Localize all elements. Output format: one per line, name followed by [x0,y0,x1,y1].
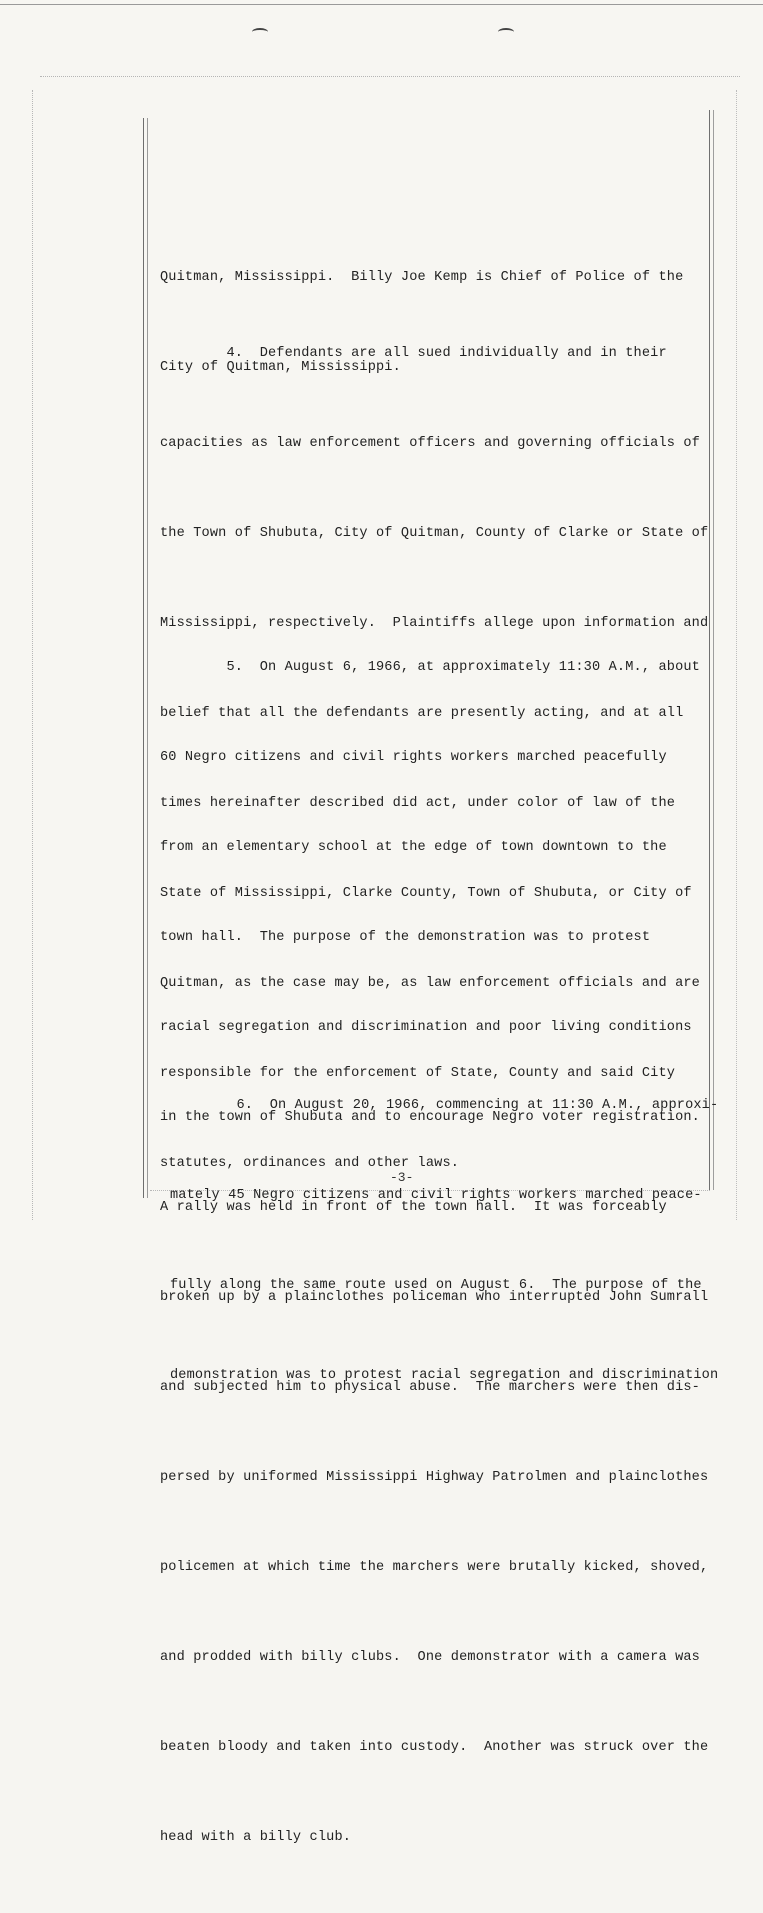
text-line: and subjected him to physical abuse. The marchers were then dis- [160,1380,700,1395]
scan-noise-left [32,90,41,1220]
text-line: town hall. The purpose of the demonstration was to protest [160,930,651,945]
right-margin-rule-inner [713,110,714,1190]
text-line: the Town of Shubuta, City of Quitman, County of Clarke or State of [160,526,709,541]
text-line: policemen at which time the marchers were brutally kicked, shoved, [160,1560,709,1575]
text-line: statutes, ordinances and other laws. [160,1156,460,1171]
text-line: 6. On August 20, 1966, commencing at 11:30 A.M., approxi- [170,1098,719,1113]
text-line: State of Mississippi, Clarke County, Town of Shubuta, or City of [160,886,692,901]
text-line: times hereinafter described did act, under color of law of the [160,796,676,811]
left-margin-rule [143,118,144,1198]
text-line: persed by uniformed Mississippi Highway Patrolmen and plainclothes [160,1470,709,1485]
text-line: belief that all the defendants are presently acting, and at all [160,706,684,721]
paragraph-6 [170,1031,720,1451]
left-margin-rule-inner [147,118,148,1198]
text-line: and prodded with billy clubs. One demonstrator with a camera was [160,1650,700,1665]
text-line: 60 Negro citizens and civil rights workers marched peacefully [160,750,667,765]
text-line: A rally was held in front of the town hall. It was forceably [160,1200,667,1215]
text-line: broken up by a plainclothes policeman who interrupted John Sumrall [160,1290,709,1305]
text-line: racial segregation and discrimination and poor living conditions [160,1020,692,1035]
text-line: City of Quitman, Mississippi. [160,360,401,375]
text-line: demonstration was to protest racial segregation and discrimination [170,1368,719,1383]
page-number: -3- [390,1170,414,1185]
scan-top-edge [0,4,763,5]
scan-noise-top [40,76,740,78]
text-line: Quitman, as the case may be, as law enforcement officials and are [160,976,700,991]
text-line: from an elementary school at the edge of town downtown to the [160,840,667,855]
scan-mark-left [252,28,268,36]
text-line: Quitman, Mississippi. Billy Joe Kemp is Chief of Police of the [160,270,684,285]
text-line: fully along the same route used on August 6. The purpose of the [170,1278,702,1293]
text-line: 5. On August 6, 1966, at approximately 11:30 A.M., about [160,660,700,675]
text-line: in the town of Shubuta and to encourage Negro voter registration. [160,1110,700,1125]
text-line: head with a billy club. [160,1830,352,1845]
scan-mark-right [498,28,514,36]
scan-noise-right [736,90,743,1220]
text-line: Mississippi, respectively. Plaintiffs allege upon information and [160,616,709,631]
text-line: capacities as law enforcement officers and governing officials of [160,436,700,451]
text-line: mately 45 Negro citizens and civil rights workers marched peace- [170,1188,702,1203]
text-line: responsible for the enforcement of State, County and said City [160,1066,676,1081]
text-line: beaten bloody and taken into custody. Another was struck over the [160,1740,709,1755]
text-line: 4. Defendants are all sued individually and in their [160,346,667,361]
